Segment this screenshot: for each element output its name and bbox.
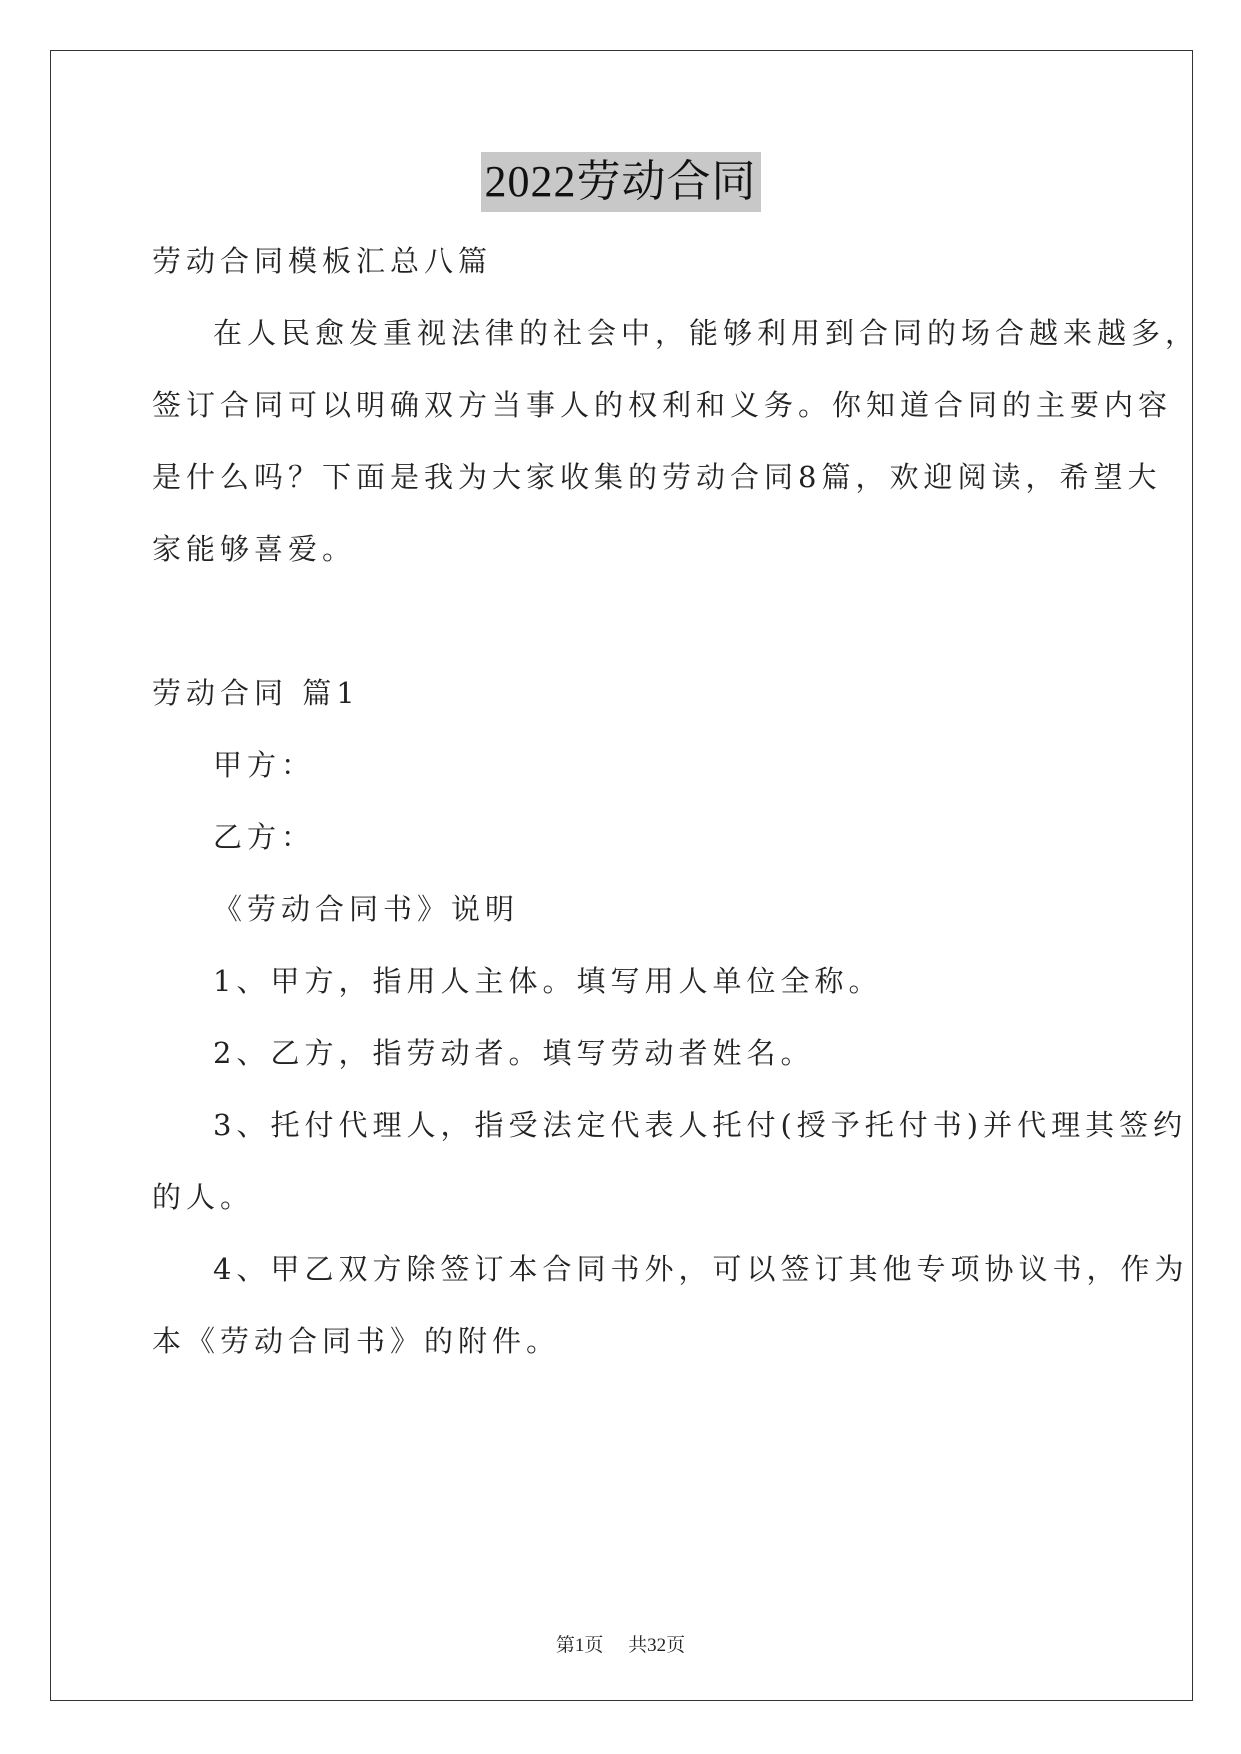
document-subtitle: 劳动合同模板汇总八篇 <box>152 244 493 278</box>
page-footer <box>0 1630 1241 1657</box>
intro-line-4: 家能够喜爱。 <box>152 532 357 566</box>
notes-heading: 《劳动合同书》说明 <box>213 892 520 926</box>
note-item-3-line-2: 的人。 <box>152 1180 255 1214</box>
note-item-1: 1、甲方，指用人主体。填写用人单位全称。 <box>213 964 883 998</box>
page-border <box>50 50 1193 1701</box>
section-heading: 劳动合同 篇1 <box>152 676 360 710</box>
note-item-4-line-1: 4、甲乙双方除签订本合同书外，可以签订其他专项协议书，作为 <box>213 1252 1189 1286</box>
intro-line-1: 在人民愈发重视法律的社会中，能够利用到合同的场合越来越多， <box>213 316 1200 350</box>
document-title: 2022劳动合同 <box>481 152 761 212</box>
note-item-2: 2、乙方，指劳动者。填写劳动者姓名。 <box>213 1036 815 1070</box>
intro-line-2: 签订合同可以明确双方当事人的权利和义务。你知道合同的主要内容 <box>152 388 1173 422</box>
title-container <box>0 152 1241 212</box>
note-item-3-line-1: 3、托付代理人，指受法定代表人托付(授予托付书)并代理其签约 <box>213 1108 1188 1142</box>
page-number-current: 第1页 <box>555 1635 604 1656</box>
party-b-label: 乙方： <box>213 820 316 854</box>
note-item-4-line-2: 本《劳动合同书》的附件。 <box>152 1324 561 1358</box>
intro-line-3: 是什么吗？下面是我为大家收集的劳动合同8篇，欢迎阅读，希望大 <box>152 460 1162 494</box>
page-number-total: 共32页 <box>628 1635 686 1656</box>
party-a-label: 甲方： <box>213 748 316 782</box>
